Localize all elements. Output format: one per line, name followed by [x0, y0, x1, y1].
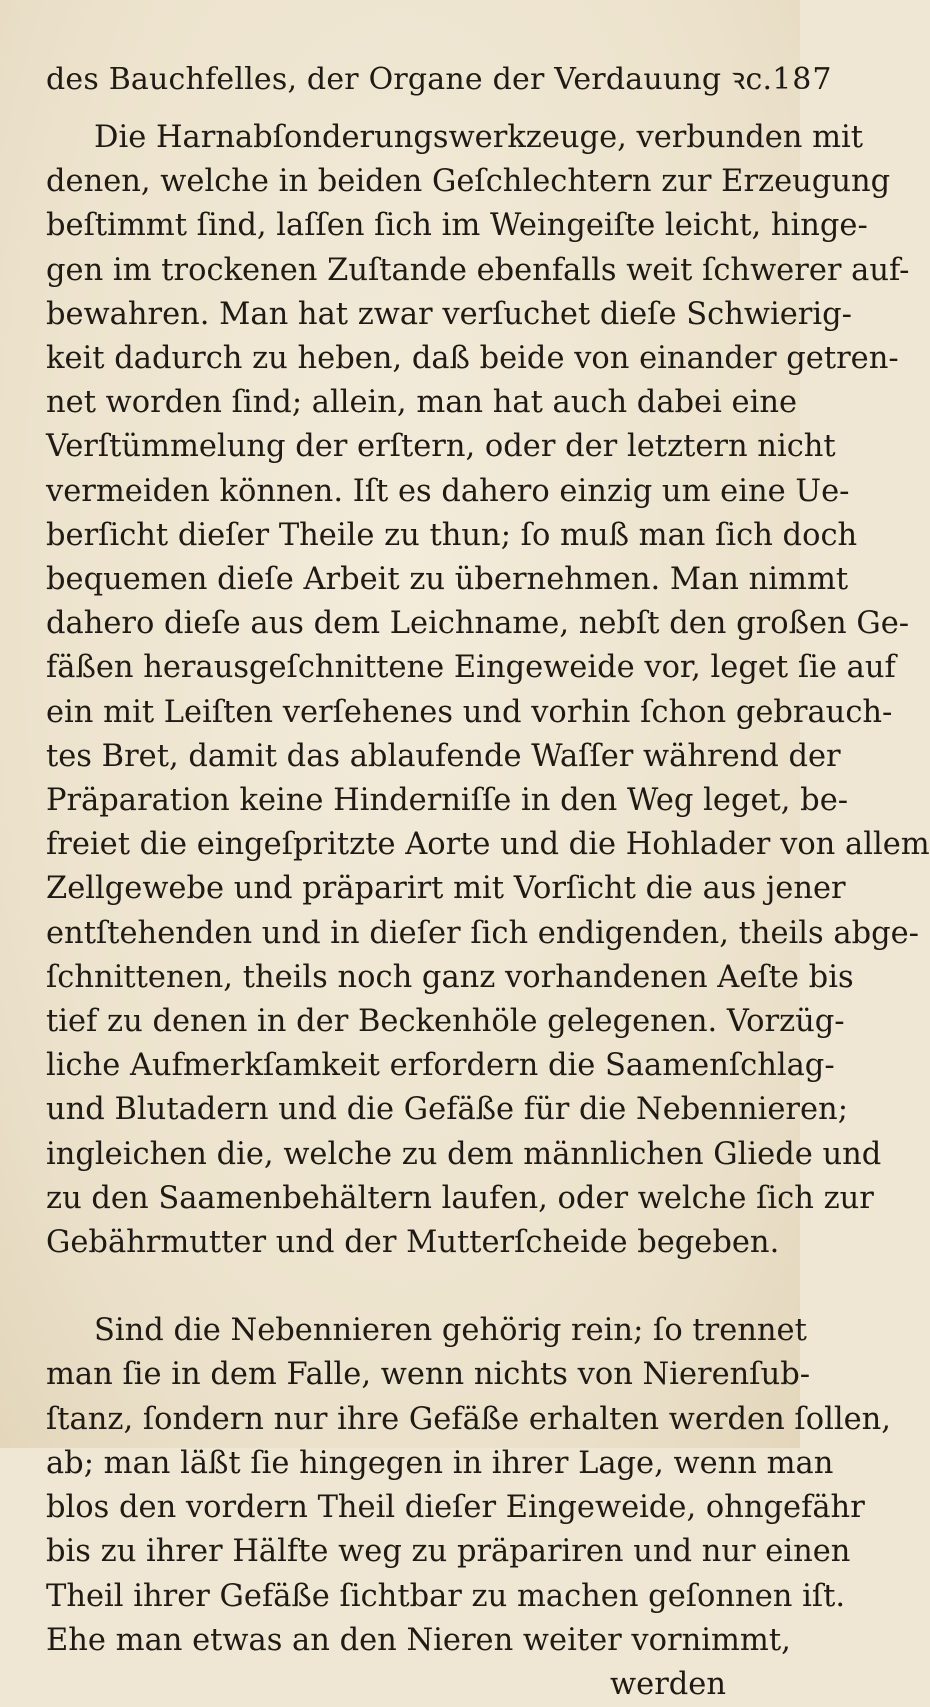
running-head: [46, 60, 833, 116]
text-line: ab; man läßt ſie hingegen in ihrer Lage, wenn man: [46, 1445, 834, 1481]
text-line: man ſie in dem Falle, wenn nichts von Nierenſub-: [46, 1357, 811, 1393]
text-line: zu den Saamenbehältern laufen, oder welche ſich zur: [46, 1180, 874, 1216]
text-line: Sind die Nebennieren gehörig rein; ſo trennet: [94, 1313, 807, 1349]
text-line: blos den vordern Theil dieſer Eingeweide, ohngefähr: [46, 1490, 865, 1526]
running-title: des Bauchfelles, der Organe der Verdauung ꝛc.: [46, 62, 773, 97]
page-number: 187: [772, 62, 833, 97]
text-line: keit dadurch zu heben, daß beide von einander getren-: [46, 341, 899, 377]
text-line: ein mit Leiſten verſehenes und vorhin ſchon gebrauch-: [46, 694, 893, 730]
text-line: freiet die eingeſpritzte Aorte und die Hohlader von allem: [46, 827, 930, 863]
text-line: tes Bret, damit das ablaufende Waſſer während der: [46, 738, 841, 774]
text-line: ſchnittenen, theils noch ganz vorhandenen Aeſte bis: [46, 959, 854, 995]
text-line: bequemen dieſe Arbeit zu übernehmen. Man nimmt: [46, 562, 849, 598]
text-line: net worden ſind; allein, man hat auch dabei eine: [46, 385, 798, 421]
text-line: entſtehenden und in dieſer ſich endigenden, theils abge-: [46, 915, 919, 951]
paragraph-1: [46, 116, 930, 1265]
text-line: Verſtümmelung der erſtern, oder der letztern nicht: [46, 429, 836, 465]
text-line: bis zu ihrer Hälfte weg zu präpariren und nur einen: [46, 1534, 851, 1570]
text-line: fäßen herausgeſchnittene Eingeweide vor, leget ſie auf: [46, 650, 896, 686]
text-line: Gebährmutter und der Mutterſcheide begeben.: [46, 1225, 780, 1261]
text-line: gen im trockenen Zuſtande ebenfalls weit ſchwerer auf-: [46, 252, 910, 288]
text-line: ſtanz, ſondern nur ihre Gefäße erhalten werden ſollen,: [46, 1401, 891, 1437]
text-line: und Blutadern und die Gefäße für die Nebennieren;: [46, 1092, 848, 1128]
text-line: ingleichen die, welche zu dem männlichen Gliede und: [46, 1136, 882, 1172]
text-line: Die Harnabſonderungswerkzeuge, verbunden mit: [94, 120, 864, 155]
text-line: liche Aufmerkſamkeit erfordern die Saamenſchlag-: [46, 1048, 835, 1084]
text-line: denen, welche in beiden Geſchlechtern zur Erzeugung: [46, 164, 891, 200]
catchword: werden: [610, 1666, 726, 1702]
text-line: Zellgewebe und präparirt mit Vorſicht die aus jener: [46, 871, 846, 907]
text-line: bewahren. Man hat zwar verſuchet dieſe Schwierig-: [46, 296, 852, 332]
text-line: dahero dieſe aus dem Leichname, nebſt den großen Ge-: [46, 606, 910, 642]
text-line: berſicht dieſer Theile zu thun; ſo muß man ſich doch: [46, 517, 858, 553]
text-line: tief zu denen in der Beckenhöle gelegenen. Vorzüg-: [46, 1004, 845, 1040]
text-line: Theil ihrer Gefäße ſichtbar zu machen geſonnen iſt.: [46, 1578, 846, 1614]
text-line: Ehe man etwas an den Nieren weiter vornimmt,: [46, 1622, 791, 1658]
text-line: Präparation keine Hinderniſſe in den Weg leget, be-: [46, 783, 849, 819]
text-line: vermeiden können. Iſt es dahero einzig um eine Ue-: [46, 473, 850, 509]
paragraph-2: [46, 1309, 891, 1663]
text-line: beſtimmt ſind, laſſen ſich im Weingeiſte leicht, hinge-: [46, 208, 868, 244]
